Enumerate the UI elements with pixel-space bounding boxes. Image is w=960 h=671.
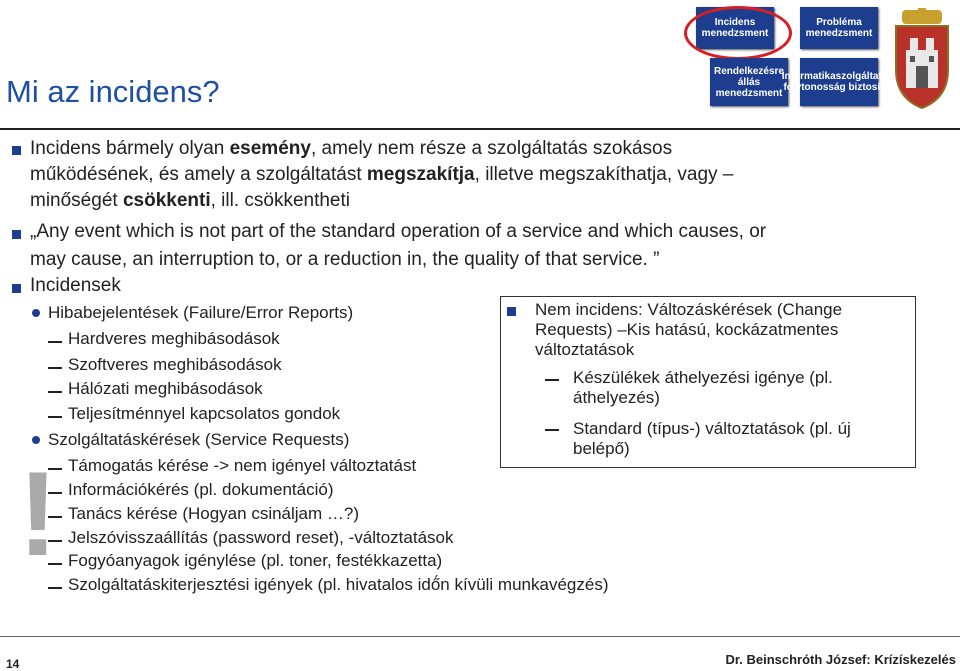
tile-availability-management bbox=[710, 58, 788, 106]
tile-label: Informatikaszolgáltatás-folytonosság biztosítás bbox=[781, 71, 897, 93]
dash bbox=[48, 587, 62, 589]
bullet-2-line-1: „Any event which is not part of the standard operation of a service and which causes, or bbox=[30, 221, 767, 242]
list-item: Hálózati meghibásodások bbox=[68, 379, 263, 398]
sub-heading-service-requests: Szolgáltatáskérések (Service Requests) bbox=[48, 430, 350, 449]
coat-of-arms-icon bbox=[888, 8, 956, 112]
bullet-2-line-2: may cause, an interruption to, or a reduction in, the quality of that service. ” bbox=[30, 249, 660, 270]
tile-label: Incidens menedzsment bbox=[701, 17, 769, 39]
note-item-1-line-1: Készülékek áthelyezési igénye (pl. bbox=[573, 368, 833, 387]
exclamation-mark: ! bbox=[18, 447, 58, 581]
note-heading-line-2: Requests) –Kis hatású, kockázatmentes bbox=[535, 320, 839, 339]
note-item-2-line-1: Standard (típus-) változtatások (pl. új bbox=[573, 419, 851, 438]
title-divider bbox=[0, 128, 960, 130]
bullet-3: Incidensek bbox=[30, 275, 121, 296]
sub-heading-failure-reports: Hibabejelentések (Failure/Error Reports) bbox=[48, 303, 354, 322]
highlight-ellipse bbox=[684, 6, 792, 60]
list-item: Információkérés (pl. dokumentáció) bbox=[68, 480, 334, 499]
page-number: 14 bbox=[6, 657, 20, 671]
dash bbox=[545, 379, 559, 381]
sub-bullet-dot bbox=[32, 309, 40, 317]
bullet-1-line-3: minőségét csökkenti, ill. csökkentheti bbox=[30, 190, 351, 211]
footer-author: Dr. Beinschróth József: Krízískezelés bbox=[725, 652, 956, 667]
list-item: Jelszóvisszaállítás (password reset), -változtatások bbox=[68, 528, 454, 547]
note-item-2-line-2: belépő) bbox=[573, 439, 630, 458]
dash bbox=[48, 367, 62, 369]
list-item: Támogatás kérése -> nem igényel változtatást bbox=[68, 456, 417, 475]
bullet-square bbox=[12, 284, 21, 293]
note-item-1-line-2: áthelyezés) bbox=[573, 388, 660, 407]
tile-continuity-management bbox=[781, 58, 897, 106]
slide-title: Mi az incidens? bbox=[6, 74, 220, 109]
list-item: Hardveres meghibásodások bbox=[68, 329, 280, 348]
list-item: Fogyóanyagok igénylése (pl. toner, festékkazetta) bbox=[68, 551, 443, 570]
tile-label: Probléma menedzsment bbox=[805, 17, 873, 39]
dash bbox=[48, 416, 62, 418]
bullet-1-line-1: Incidens bármely olyan esemény, amely nem része a szolgáltatás szokásos bbox=[30, 138, 673, 159]
note-heading-line-3: változtatások bbox=[535, 340, 635, 359]
change-request-note-box bbox=[500, 296, 916, 468]
dash bbox=[545, 429, 559, 431]
footer-divider bbox=[0, 636, 960, 637]
tile-problem-management bbox=[800, 7, 878, 49]
bullet-square bbox=[12, 146, 21, 155]
note-heading-line-1: Nem incidens: Változáskérések (Change bbox=[535, 300, 843, 319]
list-item: Tanács kérése (Hogyan csináljam …?) bbox=[68, 504, 360, 523]
tile-label: Rendelkezésre állás menedzsment bbox=[713, 65, 785, 99]
list-item: Szolgáltatáskiterjesztési igények (pl. hivatalos idő́n kívüli munkavégzés) bbox=[68, 575, 609, 594]
list-item: Szoftveres meghibásodások bbox=[68, 355, 282, 374]
list-item: Teljesítménnyel kapcsolatos gondok bbox=[68, 404, 341, 423]
bullet-square bbox=[12, 230, 21, 239]
bullet-1-line-2: működésének, és amely a szolgáltatást megszakítja, illetve megszakíthatja, vagy – bbox=[30, 164, 734, 185]
dash bbox=[48, 341, 62, 343]
sub-bullet-dot bbox=[32, 436, 40, 444]
bullet-square bbox=[507, 307, 516, 316]
dash bbox=[48, 391, 62, 393]
